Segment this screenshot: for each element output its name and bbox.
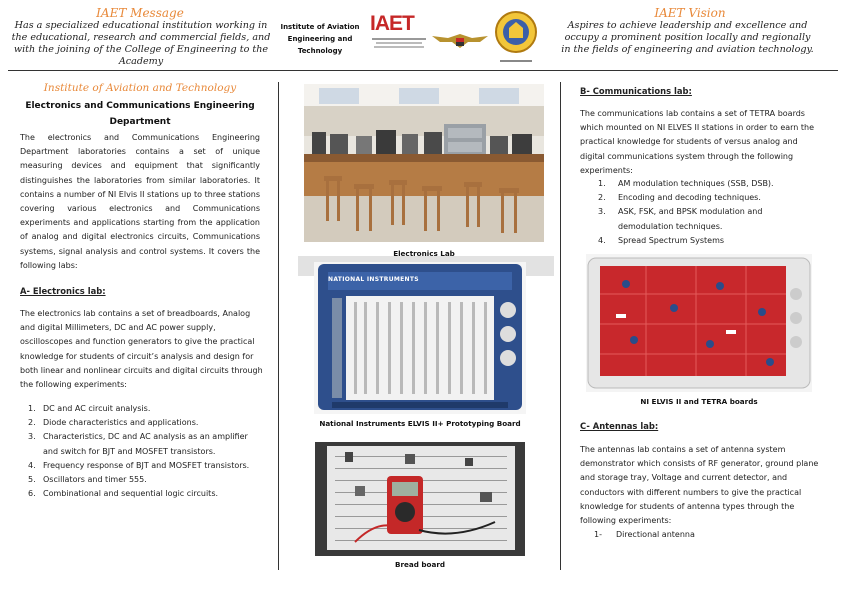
list-item: 1. AM modulation techniques (SSB, DSB).: [598, 179, 774, 188]
breadboard-caption: Bread board: [394, 560, 446, 569]
institute-label: Institute of Aviation Engineering and Technology: [280, 23, 360, 55]
iaet-logo: [370, 12, 428, 64]
iaet-vision-text: Aspires to achieve leadership and excellence and occupy a prominent position locally and regionally in the fields of engineering and aviation technology.: [561, 20, 814, 55]
list-item: 3. Characteristics, DC and AC analysis as an amplifier and switch for BJT and MOSFET transistors.: [28, 432, 248, 456]
department-title: Electronics and Communications Engineering Department: [25, 101, 255, 127]
list-item: 5. Oscillators and timer 555.: [28, 475, 147, 485]
institute-title: Institute of Aviation and Technology: [43, 82, 237, 94]
board-brand-label: NATIONAL INSTRUMENTS: [328, 276, 419, 283]
section-b-title: B- Communications lab:: [580, 86, 692, 96]
list-item: 2. Diode characteristics and applications.: [28, 418, 199, 428]
column-divider-left: [278, 82, 279, 570]
electronics-lab-caption: Electronics Lab: [393, 249, 455, 258]
section-c-title: C- Antennas lab:: [580, 421, 659, 431]
section-c-text: The antennas lab contains a set of antenna system demonstrator which consists of RF generator, ground plane and storage tray, Voltage and current detector, and conductors with different numbers to give the practical knowledge for students of antenna types through the following experiments:: [580, 445, 819, 526]
section-a-title: A- Electronics lab:: [20, 286, 106, 296]
antenna-experiments-list: [580, 528, 820, 542]
list-item: 1. DC and AC circuit analysis.: [28, 404, 151, 413]
elvis-board-caption: National Instruments ELVIS II+ Prototyping Board: [319, 419, 521, 428]
list-item: 3. ASK, FSK, and BPSK modulation and demodulation techniques.: [598, 207, 763, 231]
iaet-logo-text: IAET: [370, 12, 414, 35]
electronics-experiments-list: [20, 402, 260, 501]
header-divider: [8, 70, 838, 71]
section-b-text: The communications lab contains a set of TETRA boards which mounted on NI ELVES II stations in order to earn the practical knowledge for students of versus analog and digital communications system through the following experiments:: [580, 109, 815, 175]
electronics-lab-photo: [304, 84, 544, 242]
tetra-board-caption: NI ELVIS II and TETRA boards: [640, 397, 758, 406]
eagle-emblem-icon: [430, 30, 490, 52]
ministry-seal-icon: [494, 10, 538, 62]
breadboard-photo: [315, 442, 525, 556]
iaet-message-text: Has a specialized educational institution working in the educational, research and commercial fields, and with the joining of the College of Engineering to the Academy: [11, 20, 271, 67]
iaet-message-title: IAET Message: [96, 6, 184, 20]
column-divider-right: [560, 82, 561, 570]
iaet-vision-title: IAET Vision: [654, 6, 726, 20]
list-item: 6. Combinational and sequential logic circuits.: [28, 489, 219, 499]
list-item: 2. Encoding and decoding techniques.: [598, 193, 761, 203]
list-item: 4. Frequency response of BJT and MOSFET transistors.: [28, 460, 250, 470]
list-item: 4. Spread Spectrum Systems: [598, 235, 725, 245]
tetra-board-photo: [586, 254, 812, 392]
section-a-text: The electronics lab contains a set of breadboards, Analog and digital Millimeters, DC and AC power supply, oscilloscopes and function generators to give the practical knowledge for students of circuit’s analysis and design for both linear and nonlinear circuits and digital circuits through the following experiments:: [20, 309, 263, 390]
department-intro: The electronics and Communications Engineering Department laboratories contains a set of unique measuring devices and equipment that significantly distinguishes the laboratories from similar laboratories. It contains a number of NI Elvis II stations up to three stations covering various electronics and Communications experiments and applications starting from the application of analog and digital electronics circuits, Communications systems, signal analysis and control systems. It covers the following labs:: [20, 133, 260, 270]
communications-experiments-list: [580, 177, 820, 248]
elvis-board-photo: [314, 262, 526, 414]
list-item: 1- Directional antenna: [594, 530, 695, 539]
